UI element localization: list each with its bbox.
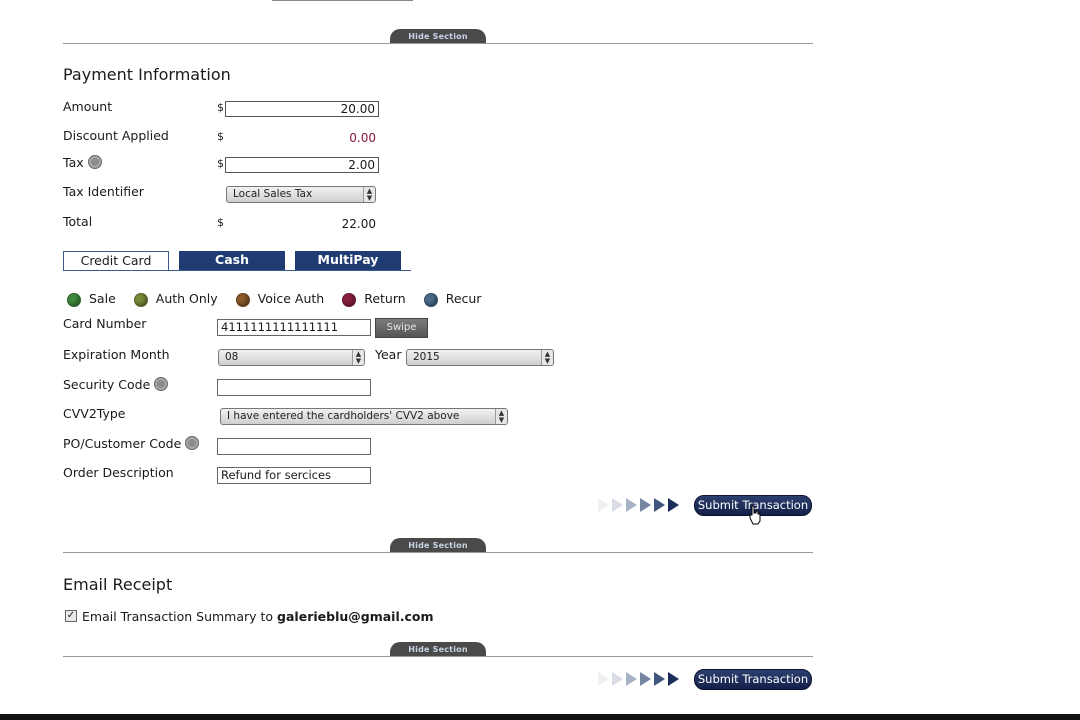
progress-arrows xyxy=(598,498,682,512)
hand-cursor-icon xyxy=(748,505,762,525)
order-description-input[interactable]: Refund for sercices xyxy=(217,467,371,484)
total-value: 22.00 xyxy=(341,217,376,231)
section-divider xyxy=(63,552,813,553)
radio-button-icon[interactable] xyxy=(342,293,356,307)
radio-button-icon[interactable] xyxy=(67,293,81,307)
discount-label: Discount Applied xyxy=(63,128,169,143)
email-summary-text: Email Transaction Summary to xyxy=(82,609,278,624)
section-divider xyxy=(63,656,813,657)
arrow-icon xyxy=(598,498,609,512)
arrow-icon xyxy=(626,498,637,512)
po-customer-code-label-row xyxy=(63,436,199,452)
radio-recur[interactable] xyxy=(424,289,482,307)
tab-multipay[interactable]: MultiPay xyxy=(295,251,401,271)
tax-input[interactable]: 2.00 xyxy=(225,157,379,173)
arrow-icon xyxy=(598,672,609,686)
po-customer-code-input[interactable] xyxy=(217,438,371,455)
expiration-month-select[interactable] xyxy=(218,349,365,366)
arrow-icon xyxy=(640,672,651,686)
cvv2type-label: CVV2Type xyxy=(63,406,126,421)
security-code-input[interactable] xyxy=(217,379,371,396)
arrow-icon xyxy=(668,498,679,512)
chevron-updown-icon: ▲ ▼ xyxy=(352,350,364,365)
radio-label: Sale xyxy=(89,290,116,306)
tab-cash[interactable]: Cash xyxy=(179,251,285,271)
card-number-input[interactable]: 4111111111111111 xyxy=(217,319,371,336)
tab-credit-card[interactable]: Credit Card xyxy=(63,251,169,271)
arrow-icon xyxy=(654,498,665,512)
radio-label: Voice Auth xyxy=(257,290,325,306)
year-label: Year xyxy=(375,347,402,362)
amount-label: Amount xyxy=(63,99,113,114)
discount-value: 0.00 xyxy=(349,131,376,145)
radio-label: Return xyxy=(364,290,406,306)
arrow-icon xyxy=(612,498,623,512)
submit-transaction-button[interactable]: Submit Transaction xyxy=(694,495,812,516)
tax-label: Tax xyxy=(63,155,84,170)
info-icon[interactable] xyxy=(154,377,168,391)
tax-label-row xyxy=(63,155,102,171)
radio-button-icon[interactable] xyxy=(236,293,250,307)
tax-identifier-value: Local Sales Tax xyxy=(233,188,313,200)
hide-section-tab[interactable]: Hide Section xyxy=(390,538,486,552)
section-divider xyxy=(63,43,813,44)
progress-arrows xyxy=(598,672,682,686)
arrow-icon xyxy=(654,672,665,686)
radio-button-icon[interactable] xyxy=(134,293,148,307)
radio-return[interactable] xyxy=(342,289,405,307)
tab-underline xyxy=(63,270,411,271)
payment-section-title: Payment Information xyxy=(63,65,231,84)
hide-section-tab[interactable]: Hide Section xyxy=(390,29,486,43)
hide-section-tab[interactable]: Hide Section xyxy=(390,642,486,656)
expiration-month-label: Expiration Month xyxy=(63,347,170,362)
radio-label: Auth Only xyxy=(155,290,218,306)
email-receipt-title: Email Receipt xyxy=(63,575,173,594)
email-summary-checkbox[interactable]: ✓ xyxy=(66,610,76,621)
bottom-edge-bar xyxy=(0,714,1080,720)
security-code-label: Security Code xyxy=(63,377,151,392)
email-address: galerieblu@gmail.com xyxy=(277,609,434,624)
po-customer-code-label: PO/Customer Code xyxy=(63,436,182,451)
cvv2type-value: I have entered the cardholders' CVV2 above xyxy=(227,410,460,422)
radio-label: Recur xyxy=(445,290,482,306)
chevron-updown-icon: ▲ ▼ xyxy=(541,350,553,365)
expiration-month-value: 08 xyxy=(225,351,239,363)
info-icon[interactable] xyxy=(185,436,199,450)
currency-symbol: $ xyxy=(217,101,224,114)
order-description-label: Order Description xyxy=(63,465,174,480)
chevron-updown-icon: ▲ ▼ xyxy=(363,187,375,202)
chevron-updown-icon: ▲ ▼ xyxy=(495,409,507,424)
info-icon[interactable] xyxy=(88,155,102,169)
amount-input[interactable]: 20.00 xyxy=(225,101,379,117)
currency-symbol: $ xyxy=(217,130,224,143)
total-label: Total xyxy=(63,214,93,229)
radio-button-icon[interactable] xyxy=(424,293,438,307)
arrow-icon xyxy=(640,498,651,512)
transaction-type-group xyxy=(67,289,499,307)
tax-identifier-select[interactable] xyxy=(226,186,376,203)
radio-sale[interactable] xyxy=(67,289,116,307)
arrow-icon xyxy=(612,672,623,686)
top-partial-input[interactable] xyxy=(272,0,413,1)
arrow-icon xyxy=(626,672,637,686)
radio-voice-auth[interactable] xyxy=(236,289,325,307)
email-summary-label xyxy=(82,609,434,624)
year-value: 2015 xyxy=(413,351,440,363)
currency-symbol: $ xyxy=(217,216,224,229)
swipe-button[interactable]: Swipe xyxy=(375,318,428,338)
submit-transaction-button-bottom[interactable]: Submit Transaction xyxy=(694,669,812,690)
cvv2type-select[interactable] xyxy=(220,408,508,425)
arrow-icon xyxy=(668,672,679,686)
card-number-label: Card Number xyxy=(63,316,147,331)
year-select[interactable] xyxy=(406,349,554,366)
radio-auth-only[interactable] xyxy=(134,289,218,307)
security-code-label-row xyxy=(63,377,168,393)
currency-symbol: $ xyxy=(217,157,224,170)
tax-identifier-label: Tax Identifier xyxy=(63,184,144,199)
